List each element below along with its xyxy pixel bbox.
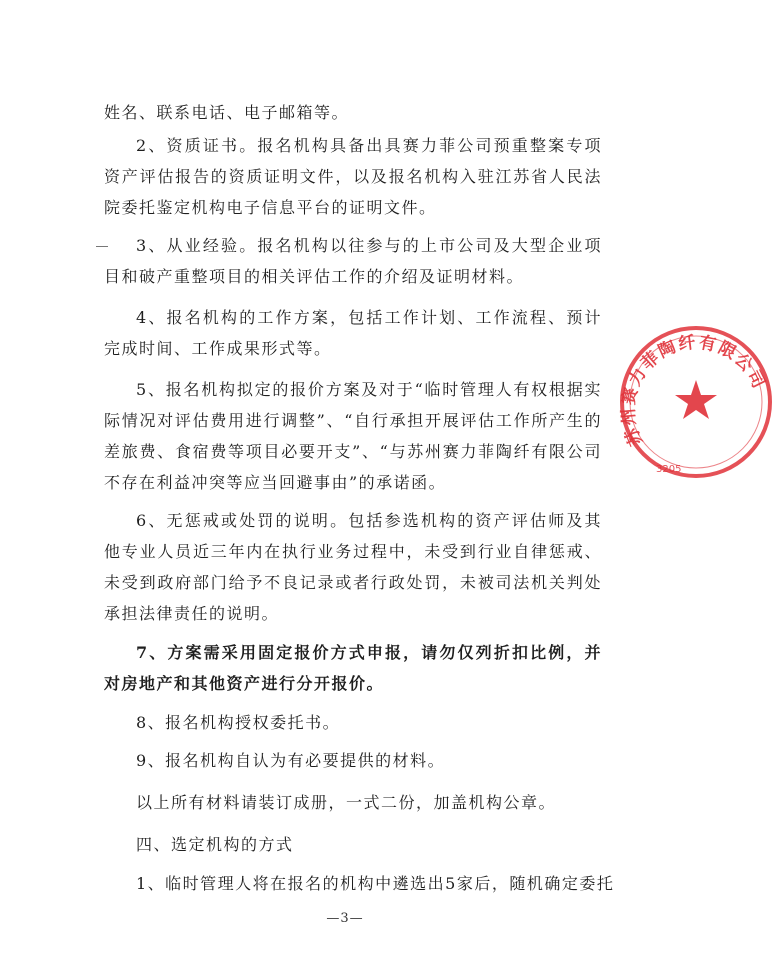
paragraph-item-3: 3、从业经验。报名机构以往参与的上市公司及大型企业项目和破产重整项目的相关评估工作的介绍及证明材料。 bbox=[104, 236, 602, 286]
paragraph-item-8: 8、报名机构授权委托书。 bbox=[136, 713, 341, 732]
paragraph-item-4: 4、报名机构的工作方案，包括工作计划、工作流程、预计完成时间、工作成果形式等。 bbox=[104, 308, 602, 358]
seal-star-icon bbox=[675, 380, 717, 419]
section-heading-selection-method: 四、选定机构的方式 bbox=[136, 835, 294, 854]
company-seal-stamp bbox=[616, 322, 776, 482]
seal-text: 苏州赛力菲陶纤有限公司 bbox=[618, 332, 770, 449]
paragraph-item-7: 7、方案需采用固定报价方式申报，请勿仅列折扣比例，并对房地产和其他资产进行分开报价。 bbox=[104, 643, 602, 693]
paragraph-binding-instructions: 以上所有材料请装订成册，一式二份，加盖机构公章。 bbox=[136, 793, 557, 812]
paragraph-item-2: 2、资质证书。报名机构具备出具赛力菲公司预重整案专项资产评估报告的资质证明文件，以及报名机构入驻江苏省人民法院委托鉴定机构电子信息平台的证明文件。 bbox=[104, 136, 602, 217]
seal-code: 3205 bbox=[656, 464, 682, 475]
paragraph-continuation: 姓名、联系电话、电子邮箱等。 bbox=[104, 103, 350, 122]
paragraph-item-9: 9、报名机构自认为有必要提供的材料。 bbox=[136, 751, 446, 770]
paragraph-item-6: 6、无惩戒或处罚的说明。包括参选机构的资产评估师及其他专业人员近三年内在执行业务过程中，未受到行业自律惩戒、未受到政府部门给予不良记录或者行政处罚，未被司法机关判处承担法律责任的说明。 bbox=[104, 511, 602, 623]
paragraph-selection-1: 1、临时管理人将在报名的机构中遴选出5家后，随机确定委托 bbox=[136, 874, 615, 893]
page-number: —3— bbox=[326, 911, 364, 926]
paragraph-item-5: 5、报名机构拟定的报价方案及对于“临时管理人有权根据实际情况对评估费用进行调整”、“自行承担开展评估工作所产生的差旅费、食宿费等项目必要开支”、“与苏州赛力菲陶纤有限公司不存在利益冲突等应当回避事由”的承诺函。 bbox=[104, 380, 602, 492]
